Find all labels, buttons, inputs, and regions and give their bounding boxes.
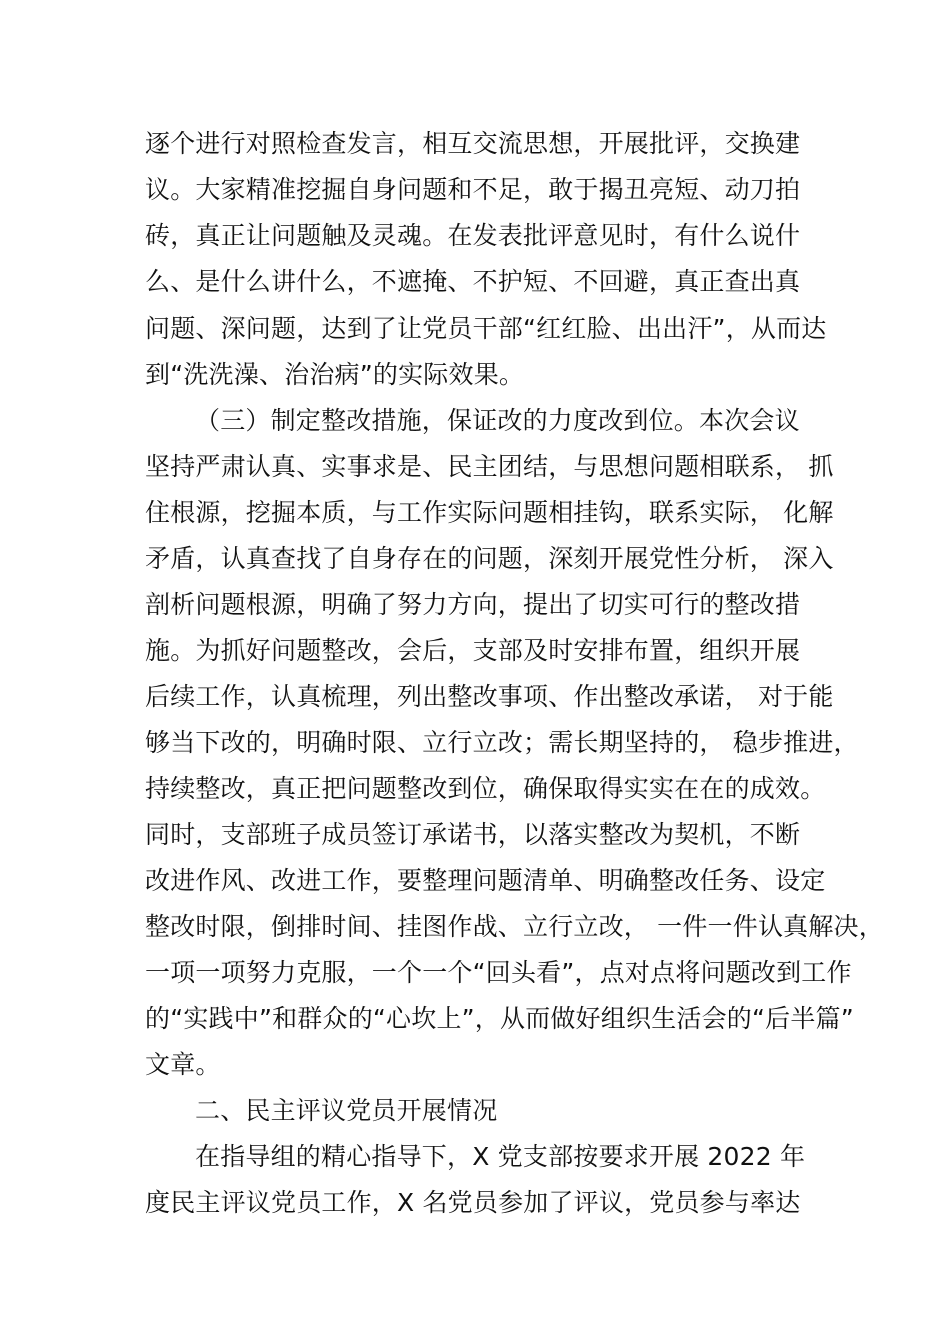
text-line: 逐个进行对照检查发言，相互交流思想，开展批评，交换建 [145,129,801,158]
text-line: 整改时限，倒排时间、挂图作战、立行立改， 一件一件认真解决， [145,912,884,941]
text-line: 施。为抓好问题整改，会后，支部及时安排布置，组织开展 [145,636,801,665]
text-line: 文章。 [145,1050,221,1079]
section-heading-3: （三）制定整改措施，保证改的力度改到位。本次会议 [195,406,800,435]
text-line: 住根源，挖掘本质，与工作实际问题相挂钩，联系实际， 化解 [145,498,834,527]
text-line: 矛盾，认真查找了自身存在的问题，深刻开展党性分析， 深入 [145,544,834,573]
text-line: 议。大家精准挖掘自身问题和不足，敢于揭丑亮短、动刀拍 [145,175,801,204]
text-line: 够当下改的，明确时限、立行立改；需长期坚持的， 稳步推进， [145,728,859,757]
text-line: 度民主评议党员工作，X 名党员参加了评议，党员参与率达 [145,1188,801,1217]
text-line: 改进作风、改进工作，要整理问题清单、明确整改任务、设定 [145,866,826,895]
text-line: 一项一项努力克服，一个一个“回头看”，点对点将问题改到工作 [145,958,852,987]
text-line: 坚持严肃认真、实事求是、民主团结，与思想问题相联系， 抓 [145,452,834,481]
text-line: 后续工作，认真梳理，列出整改事项、作出整改承诺， 对于能 [145,682,834,711]
text-line: 问题、深问题，达到了让党员干部“红红脸、出出汗”，从而达 [145,314,827,343]
text-line: 持续整改，真正把问题整改到位，确保取得实实在在的成效。 [145,774,826,803]
text-line: 砖，真正让问题触及灵魂。在发表批评意见时，有什么说什 [145,221,801,250]
text-line: 在指导组的精心指导下，X 党支部按要求开展 2022 年 [195,1142,806,1171]
text-line: 剖析问题根源，明确了努力方向，提出了切实可行的整改措 [145,590,801,619]
text-line: 到“洗洗澡、治治病”的实际效果。 [145,360,525,389]
section-heading-2: 二、民主评议党员开展情况 [195,1096,498,1125]
text-line: 么、是什么讲什么，不遮掩、不护短、不回避，真正查出真 [145,267,801,296]
text-line: 同时，支部班子成员签订承诺书，以落实整改为契机，不断 [145,820,801,849]
text-line: 的“实践中”和群众的“心坎上”，从而做好组织生活会的“后半篇” [145,1004,854,1033]
